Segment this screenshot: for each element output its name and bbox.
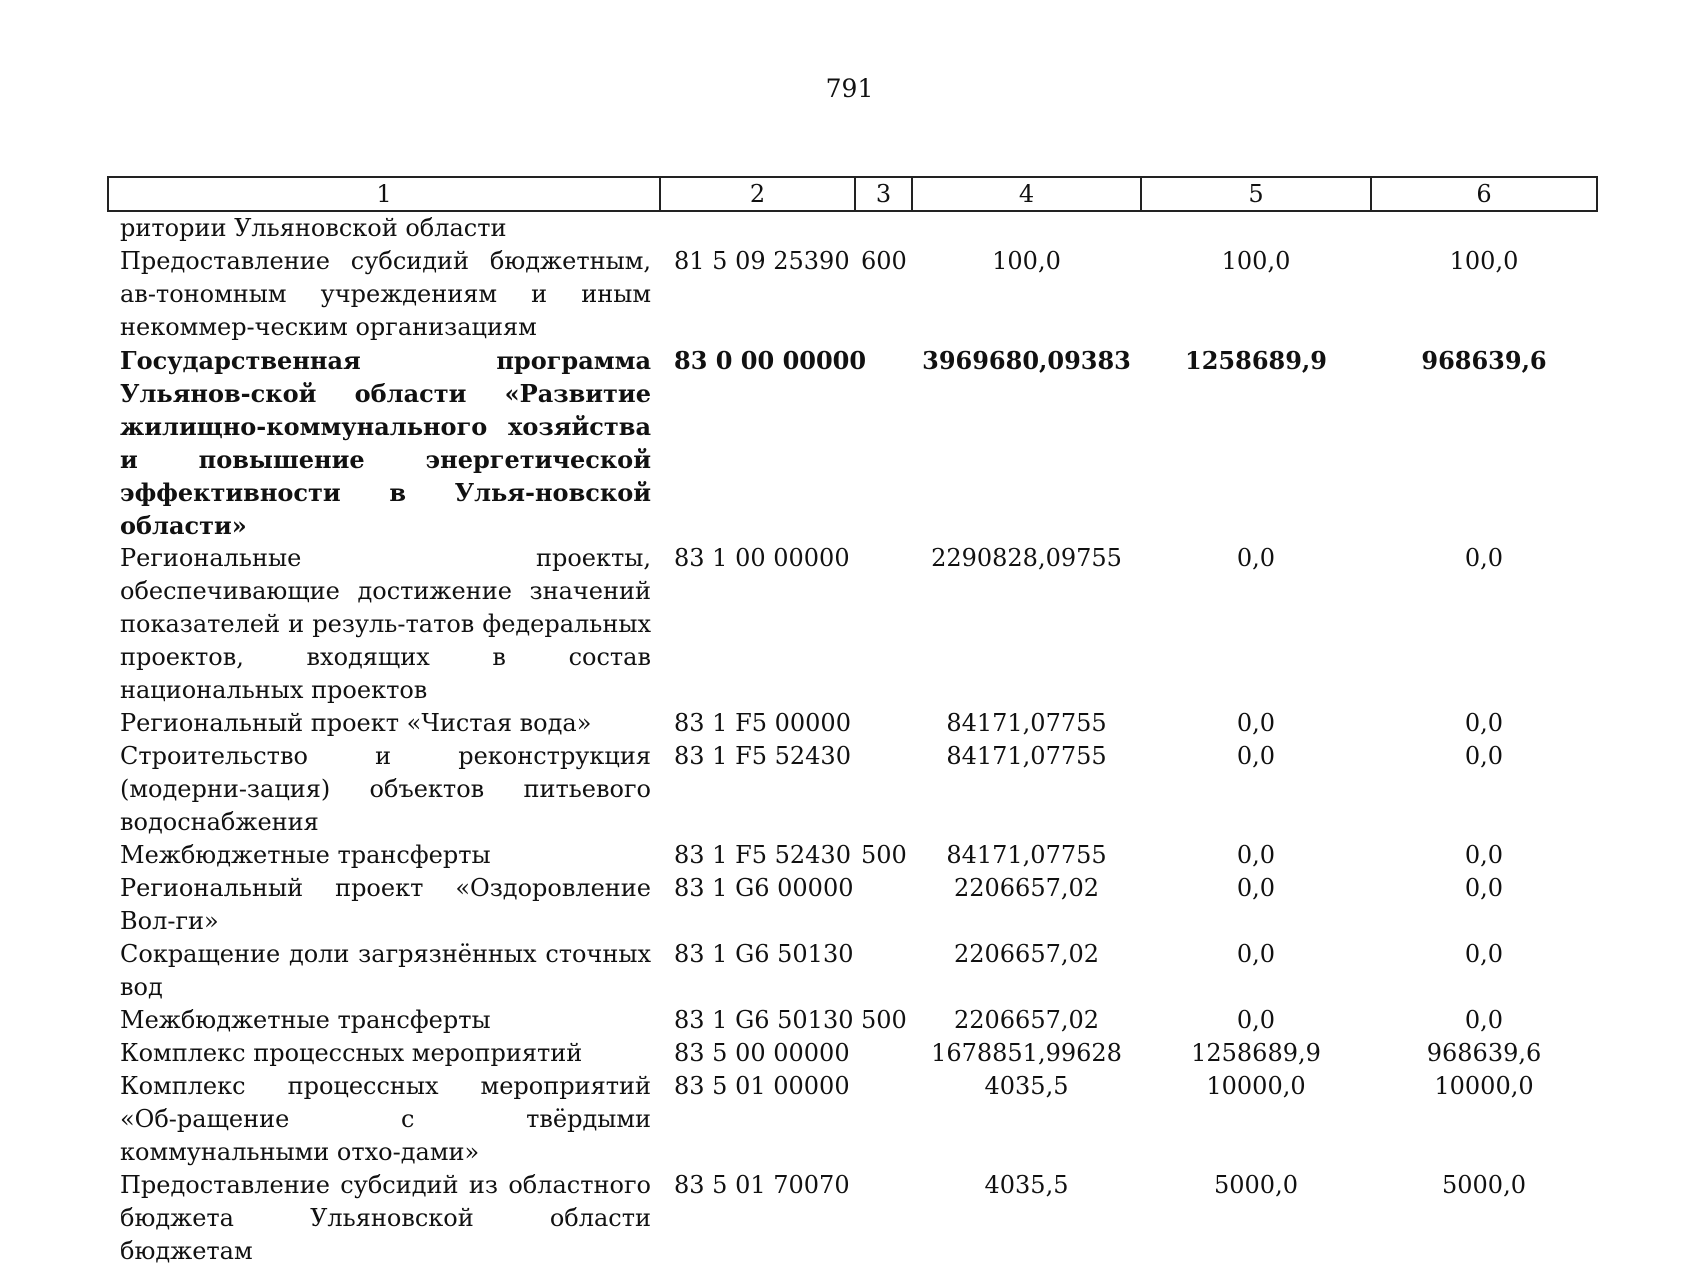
column-header-4: 4 — [912, 177, 1141, 211]
row-expense-type — [855, 211, 912, 245]
row-value-col6: 10000,0 — [1434, 1072, 1534, 1100]
row-value-col6: 0,0 — [1464, 544, 1504, 572]
row-name: Межбюджетные трансферты — [120, 841, 491, 869]
row-name: Предоставление субсидий бюджетным, ав-тономным учреждениям и иным некоммер-ческим организациям — [120, 247, 651, 341]
row-name: Региональные проекты, обеспечивающие достижение значений показателей и резуль-татов федеральных проектов, входящих в состав национальных проектов — [120, 544, 651, 704]
row-value-col6: 968639,6 — [1421, 346, 1547, 375]
column-header-1: 1 — [108, 177, 660, 211]
table-header-row — [108, 177, 1597, 211]
row-expense-type: 600 — [861, 247, 907, 275]
table-row — [108, 839, 1597, 872]
row-name: Комплекс процессных мероприятий «Об-ращение с твёрдыми коммунальными отхо-дами» — [120, 1072, 651, 1166]
row-value-col6: 0,0 — [1464, 742, 1504, 770]
row-code: 83 1 G6 50130 — [674, 940, 854, 968]
row-value-col4: 84171,07755 — [946, 709, 1107, 737]
row-name: Региональный проект «Оздоровление Вол-ги» — [120, 874, 651, 935]
row-value-col5: 0,0 — [1236, 940, 1276, 968]
table-body — [108, 211, 1597, 1268]
row-value-col6 — [1371, 211, 1597, 245]
table-row — [108, 1070, 1597, 1169]
table-row — [108, 542, 1597, 707]
table-row — [108, 1004, 1597, 1037]
row-code: 81 5 09 25390 — [674, 247, 850, 275]
row-value-col5: 5000,0 — [1214, 1171, 1298, 1199]
table-header — [108, 177, 1597, 211]
row-name: Межбюджетные трансферты — [120, 1006, 491, 1034]
row-code: 83 5 01 70070 — [674, 1171, 850, 1199]
row-value-col5: 0,0 — [1236, 742, 1276, 770]
table-row — [108, 740, 1597, 839]
row-value-col6: 5000,0 — [1442, 1171, 1526, 1199]
row-value-col6: 0,0 — [1464, 940, 1504, 968]
row-name: Комплекс процессных мероприятий — [120, 1039, 583, 1067]
row-value-col6: 0,0 — [1464, 874, 1504, 902]
row-code: 83 1 00 00000 — [674, 544, 850, 572]
row-value-col5: 100,0 — [1221, 247, 1291, 275]
row-value-col4: 4035,5 — [984, 1072, 1069, 1100]
row-value-col5: 0,0 — [1236, 874, 1276, 902]
row-expense-type — [855, 707, 912, 740]
row-value-col6: 968639,6 — [1426, 1039, 1542, 1067]
row-value-col6: 0,0 — [1464, 709, 1504, 737]
table-row — [108, 872, 1597, 938]
row-value-col4: 100,0 — [992, 247, 1061, 275]
page-number: 791 — [825, 74, 874, 103]
row-name: Государственная программа Ульянов-ской области «Развитие жилищно-коммунального хозяйства и повышение энергетической эффективности в Улья-новской области» — [120, 346, 651, 540]
row-value-col4: 4035,5 — [984, 1171, 1069, 1199]
row-value-col4: 2206657,02 — [953, 940, 1100, 968]
table-row — [108, 1169, 1597, 1268]
row-code: 83 0 00 00000 — [674, 346, 867, 375]
row-code: 83 1 F5 00000 — [674, 709, 851, 737]
row-expense-type — [855, 1169, 912, 1268]
row-value-col5: 1258689,9 — [1191, 1039, 1321, 1067]
row-code — [660, 211, 855, 245]
row-name: Предоставление субсидий из областного бюджета Ульяновской области бюджетам — [120, 1171, 651, 1265]
row-expense-type: 500 — [861, 841, 907, 869]
row-value-col5 — [1141, 211, 1371, 245]
row-value-col5: 10000,0 — [1206, 1072, 1306, 1100]
row-code: 83 1 F5 52430 — [674, 841, 851, 869]
row-value-col4: 2290828,09755 — [931, 544, 1122, 572]
row-name: ритории Ульяновской области — [120, 214, 507, 242]
row-name: Сокращение доли загрязнённых сточных вод — [120, 940, 651, 1001]
column-header-6: 6 — [1371, 177, 1597, 211]
row-expense-type — [855, 938, 912, 1004]
row-value-col5: 0,0 — [1236, 1006, 1276, 1034]
table-row — [108, 707, 1597, 740]
row-value-col6: 100,0 — [1449, 247, 1519, 275]
row-value-col6: 0,0 — [1464, 1006, 1504, 1034]
row-value-col5: 0,0 — [1236, 709, 1276, 737]
row-value-col4: 3969680,09383 — [922, 346, 1131, 375]
row-value-col4: 2206657,02 — [953, 874, 1100, 902]
table-row — [108, 211, 1597, 245]
row-code: 83 5 01 00000 — [674, 1072, 850, 1100]
column-header-3: 3 — [855, 177, 912, 211]
row-value-col4: 1678851,99628 — [931, 1039, 1122, 1067]
row-value-col6: 0,0 — [1464, 841, 1504, 869]
row-code: 83 1 G6 50130 — [674, 1006, 854, 1034]
row-value-col4: 84171,07755 — [946, 841, 1107, 869]
row-expense-type — [855, 872, 912, 938]
column-header-5: 5 — [1141, 177, 1371, 211]
table-row — [108, 1037, 1597, 1070]
row-value-col4 — [912, 211, 1141, 245]
row-code: 83 1 F5 52430 — [674, 742, 851, 770]
row-value-col5: 1258689,9 — [1185, 346, 1327, 375]
row-code: 83 5 00 00000 — [674, 1039, 850, 1067]
row-expense-type — [855, 1037, 912, 1070]
row-value-col5: 0,0 — [1236, 544, 1276, 572]
row-value-col5: 0,0 — [1236, 841, 1276, 869]
row-expense-type — [855, 1070, 912, 1169]
row-value-col4: 2206657,02 — [953, 1006, 1100, 1034]
row-value-col4: 84171,07755 — [946, 742, 1107, 770]
row-name: Региональный проект «Чистая вода» — [120, 709, 592, 737]
table-row — [108, 344, 1597, 542]
row-expense-type: 500 — [861, 1006, 907, 1034]
row-code: 83 1 G6 00000 — [674, 874, 854, 902]
column-header-2: 2 — [660, 177, 855, 211]
row-expense-type — [855, 740, 912, 839]
row-name: Строительство и реконструкция (модерни-зация) объектов питьевого водоснабжения — [120, 742, 651, 836]
table-row — [108, 245, 1597, 344]
row-expense-type — [855, 542, 912, 707]
table-row — [108, 938, 1597, 1004]
budget-table — [107, 176, 1598, 1268]
